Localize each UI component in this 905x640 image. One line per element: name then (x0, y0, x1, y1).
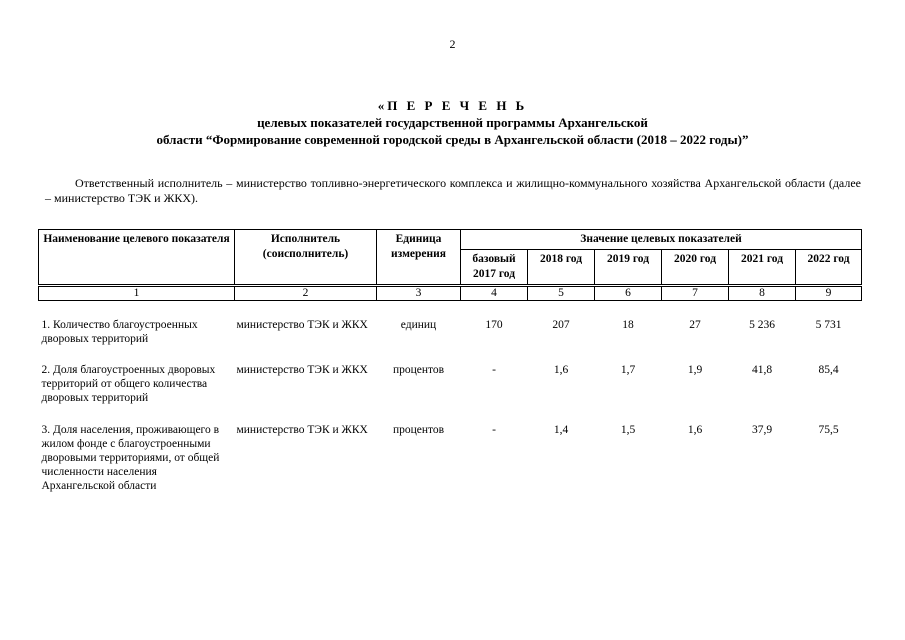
row-value-2019: 1,5 (620, 424, 636, 436)
column-numbers-row (39, 286, 862, 301)
row-value-2020: 27 (689, 319, 701, 331)
document-title (0, 97, 905, 148)
header-values-group: Значение целевых показателей (461, 230, 862, 250)
header-unit: Единица измерения (377, 230, 461, 286)
intro-paragraph: Ответственный исполнитель – министерство топливно-энергетического комплекса и жилищно-коммунального хозяйства Архангельской области (далее – министерство ТЭК и ЖКХ). (45, 176, 861, 205)
row-value-2018: 207 (552, 319, 570, 331)
column-number: 4 (461, 286, 528, 301)
column-number: 7 (662, 286, 729, 301)
column-number: 2 (235, 286, 377, 301)
row-indicator-name: 2. Доля благоустроенных дворовых территорий от общего количества дворовых территорий (41, 364, 216, 404)
column-number: 8 (729, 286, 796, 301)
header-year-2018: 2018 год (528, 250, 595, 286)
header-year-base: базовый 2017 год (461, 250, 528, 286)
table-row (39, 363, 862, 423)
row-value-2020: 1,6 (687, 424, 703, 436)
row-indicator-name: 1. Количество благоустроенных дворовых территорий (41, 319, 198, 345)
table-row (39, 318, 862, 363)
column-number: 1 (39, 286, 235, 301)
row-value-2021: 5 236 (749, 319, 775, 331)
header-name: Наименование целевого показателя (39, 230, 235, 286)
row-executor: министерство ТЭК и ЖКХ (236, 364, 368, 376)
row-value-base: - (492, 364, 496, 376)
title-heading: «П Е Р Е Ч Е Н Ь (377, 98, 528, 113)
title-subheading-line1: целевых показателей государственной программы Архангельской (257, 115, 648, 130)
row-value-2019: 1,7 (620, 364, 636, 376)
column-number: 3 (377, 286, 461, 301)
row-unit: процентов (392, 424, 445, 436)
row-executor: министерство ТЭК и ЖКХ (236, 319, 368, 331)
row-value-2018: 1,4 (553, 424, 569, 436)
row-executor: министерство ТЭК и ЖКХ (236, 424, 368, 436)
row-indicator-name: 3. Доля населения, проживающего в жилом фонде с благоустроенными дворовыми территориями, от общей численности населения Архангельской области (41, 424, 220, 492)
row-unit: единиц (400, 319, 437, 331)
row-value-2022: 85,4 (818, 364, 839, 376)
header-year-2022: 2022 год (796, 250, 862, 286)
row-value-2021: 41,8 (751, 364, 773, 376)
row-value-2022: 5 731 (815, 319, 842, 331)
header-executor: Исполнитель (соисполнитель) (235, 230, 377, 286)
column-number: 6 (595, 286, 662, 301)
column-number: 5 (528, 286, 595, 301)
indicators-table (38, 229, 862, 518)
row-value-2020: 1,9 (687, 364, 703, 376)
column-number: 9 (796, 286, 862, 301)
row-unit: процентов (392, 364, 445, 376)
title-subheading-line2: области “Формирование современной городской среды в Архангельской области (2018 – 2022 годы)” (156, 132, 749, 147)
page-number: 2 (449, 37, 456, 51)
header-year-2020: 2020 год (662, 250, 729, 286)
row-value-2018: 1,6 (553, 364, 569, 376)
row-value-2022: 75,5 (818, 424, 839, 436)
header-year-2021: 2021 год (729, 250, 796, 286)
row-value-2019: 18 (622, 319, 634, 331)
header-year-2019: 2019 год (595, 250, 662, 286)
row-value-2021: 37,9 (751, 424, 773, 436)
table-row (39, 423, 862, 518)
row-value-base: 170 (485, 319, 503, 331)
row-value-base: - (492, 424, 496, 436)
